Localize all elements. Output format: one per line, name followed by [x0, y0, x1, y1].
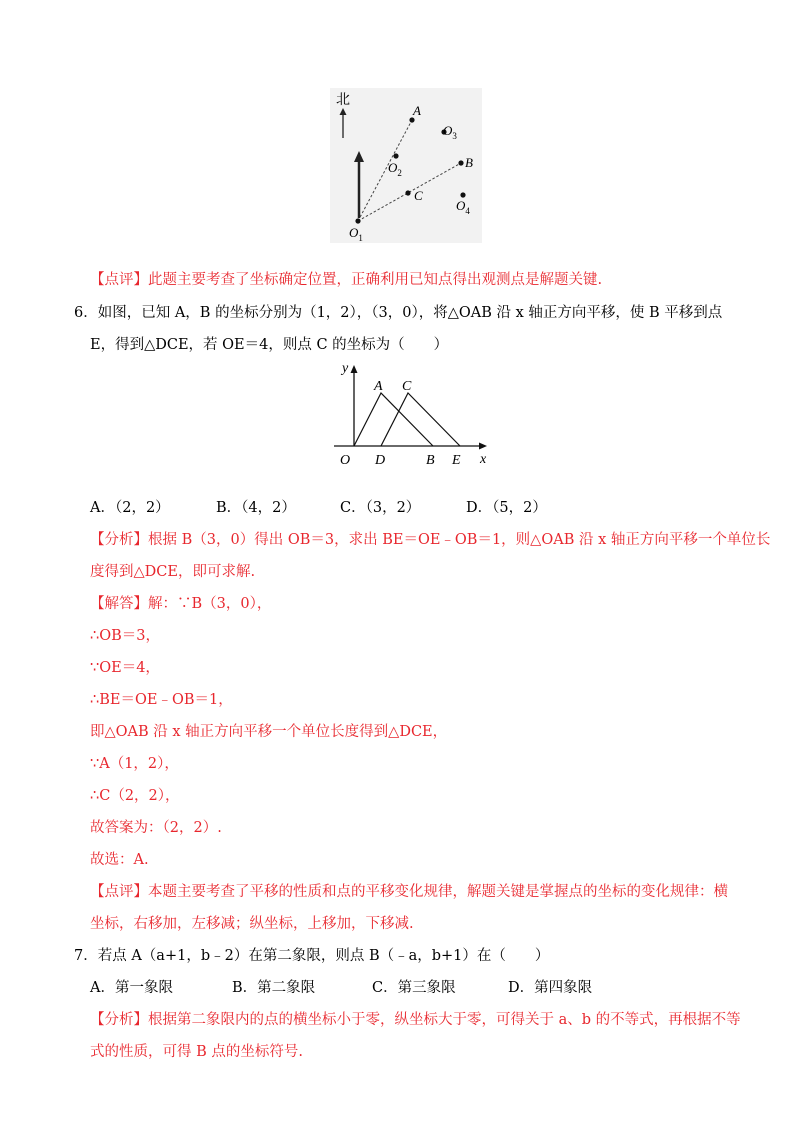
north-arrowhead-large	[354, 151, 364, 162]
q7-analysis-line2: 式的性质，可得 B 点的坐标符号.	[90, 1044, 303, 1060]
x-label: x	[480, 452, 487, 467]
y-label: y	[342, 361, 349, 376]
q6-analysis-line1: 【分析】根据 B（3，0）得出 OB＝3，求出 BE＝OE﹣OB＝1，则△OAB 沿 x 轴正方向平移一个单位长	[90, 532, 771, 548]
point-B	[458, 160, 463, 165]
q6-solution-step: ∴OB＝3，	[90, 628, 160, 644]
label-D: D	[375, 453, 386, 468]
label-A: A	[374, 379, 383, 394]
q7-option-b: B．第二象限	[232, 980, 316, 996]
q6-stem-line1: 6．如图，已知 A，B 的坐标分别为（1，2），（3，0），将△OAB 沿 x 轴正方向平移，使 B 平移到点	[74, 305, 723, 321]
q6-solution-step: 【解答】解：∵B（3，0），	[90, 596, 272, 612]
dashed-line-to-A	[358, 120, 412, 221]
label-C: C	[402, 379, 412, 394]
q6-solution-step: ∵A（1，2），	[90, 756, 179, 772]
q6-solution-step: ∵OE＝4，	[90, 660, 160, 676]
label-O2: $O_2$	[388, 160, 402, 178]
label-O: O	[340, 453, 351, 468]
q6-solution-step: 故选：A.	[90, 852, 149, 868]
q6-solution-step: ∴C（2，2），	[90, 788, 180, 804]
q6-option-a: A．（2，2）	[90, 500, 170, 516]
q6-solution-step: 即△OAB 沿 x 轴正方向平移一个单位长度得到△DCE，	[90, 724, 448, 740]
triangle-DCE	[381, 393, 460, 446]
q6-stem-line2: E，得到△DCE，若 OE＝4，则点 C 的坐标为（ ）	[90, 337, 449, 353]
y-axis-arrow	[351, 365, 358, 373]
observation-figure	[330, 88, 482, 243]
label-B: B	[426, 453, 435, 468]
q6-comment-line1: 【点评】本题主要考查了平移的性质和点的平移变化规律，解题关键是掌握点的坐标的变化规律：横	[90, 884, 728, 900]
q6-option-b: B．（4，2）	[216, 500, 296, 516]
label-O4: $O_4$	[456, 198, 470, 216]
q7-option-a: A．第一象限	[90, 980, 173, 996]
north-label: 北	[336, 93, 350, 108]
translation-diagram	[330, 360, 495, 470]
point-A	[409, 117, 414, 122]
q7-stem: 7．若点 A（a+1，b﹣2）在第二象限，则点 B（﹣a，b+1）在（ ）	[74, 948, 550, 964]
triangle-OAB	[354, 393, 433, 446]
point-C	[405, 190, 410, 195]
point-O4	[460, 192, 465, 197]
label-E: E	[452, 453, 461, 468]
point-O1	[355, 218, 360, 223]
point-O2	[393, 153, 398, 158]
q6-analysis-line2: 度得到△DCE，即可求解.	[90, 564, 256, 580]
observation-diagram	[330, 88, 482, 243]
label-A: A	[413, 103, 421, 118]
label-O1: $O_1$	[349, 225, 363, 243]
label-O3: $O_3$	[443, 123, 457, 141]
q7-analysis-line1: 【分析】根据第二象限内的点的横坐标小于零，纵坐标大于零，可得关于 a、b 的不等式，再根据不等	[90, 1012, 741, 1028]
q6-option-c: C．（3，2）	[340, 500, 421, 516]
q7-option-d: D．第四象限	[508, 980, 593, 996]
label-C: C	[414, 188, 423, 203]
label-B: B	[465, 155, 473, 170]
q6-option-d: D．（5，2）	[466, 500, 547, 516]
q6-solution-step: 故答案为：（2，2）.	[90, 820, 222, 836]
q5-comment: 【点评】此题主要考查了坐标确定位置，正确利用已知点得出观测点是解题关键.	[90, 272, 603, 288]
q7-option-c: C．第三象限	[372, 980, 456, 996]
north-arrowhead-small	[340, 108, 347, 115]
q6-comment-line2: 坐标，右移加，左移减；纵坐标，上移加，下移减.	[90, 916, 414, 932]
x-axis-arrow	[479, 443, 487, 450]
q6-solution-step: ∴BE＝OE﹣OB＝1，	[90, 692, 233, 708]
translation-figure	[330, 360, 495, 470]
